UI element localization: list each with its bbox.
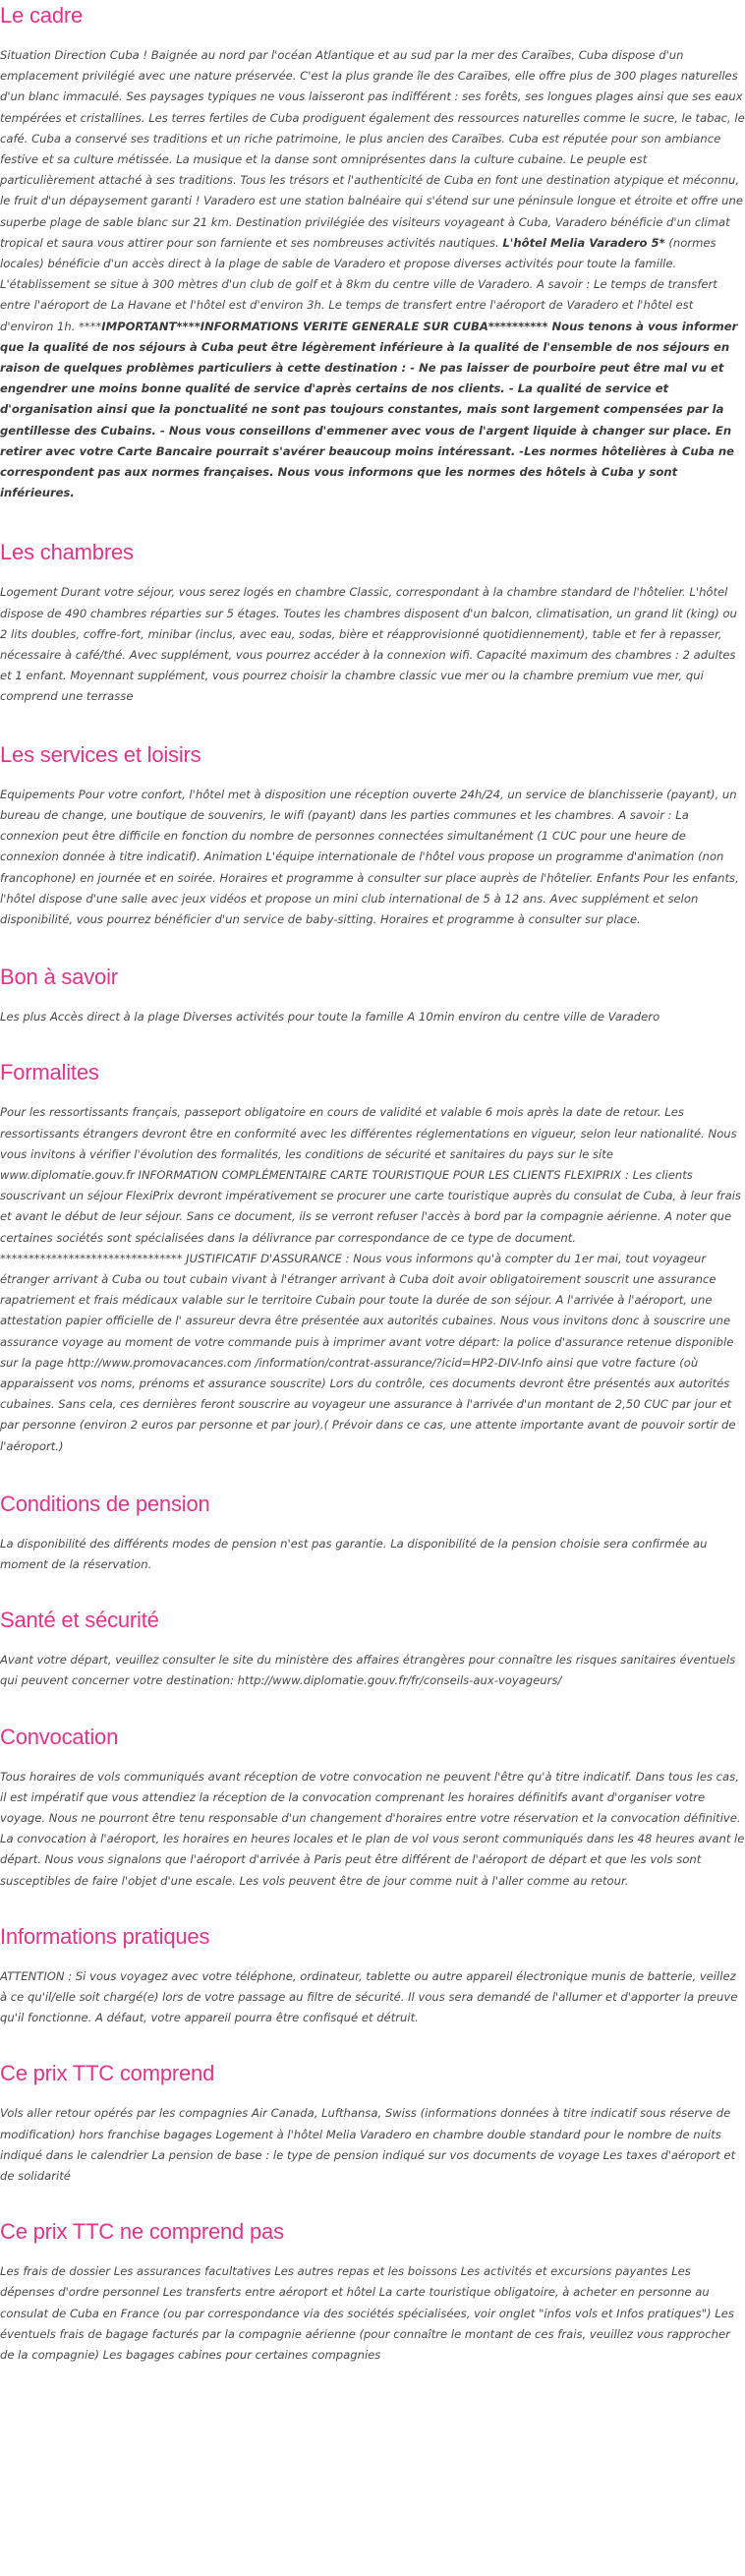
section-text-cadre xyxy=(0,45,745,503)
cadre-hotel-text: (normes locales) bénéficie d'un accès direct à la plage de sable de Varadero et propose diverses activités pour toute la famille. L'établissement se situe à 300 mètres d'un club de golf et à 8km du centre ville de Varadero. A savoir : Le temps de transfert entre l'aéroport de La Havane et l'hôtel est d'environ 3h. Le temps de transfert entre l'aéroport de Varadero et l'hôtel est d'environ 1h. **** xyxy=(0,235,717,333)
section-title-informations: Informations pratiques xyxy=(0,1923,210,1949)
section-conditions xyxy=(0,1491,745,1575)
section-text-conditions: La disponibilité des différents modes de pension n'est pas garantie. La disponibilité de la pension choisie sera confirmée au moment de la réservation. xyxy=(0,1536,708,1571)
section-convocation xyxy=(0,1724,745,1892)
section-text-formalites: Pour les ressortissants français, passeport obligatoire en cours de validité et valable 6 mois après la date de retour. Les ressortissants étrangers devront être en conformité avec les différentes réglementations en vigueur, selon leur nationalité. Nous vous invitons à vérifier l'évolution des formalités, les conditions de sécurité et sanitaires du pays sur le site www.diplomatie.gouv.fr INFORMATION COMPLÉMENTAIRE CARTE TOURISTIQUE POUR LES CLIENTS FLEXIPRIX : Les clients souscrivant un séjour FlexiPrix devront impérativement se procurer une carte touristique auprès du consulat de Cuba, à leur frais et avant le début de leur séjour. Sans ce document, ils se verront refuser l'accès à bord par la compagnie aérienne. A noter que certaines sociétés sont spécialisées dans la délivrance par correspondance de ce type de document. ******************************** JUSTIFICATIF D'ASSURANCE : Nous vous informons qu'à compter du 1er mai, tout voyageur étranger arrivant à Cuba ou tout cubain vivant à l'étranger arrivant à Cuba doit avoir obligatoirement souscrit une assurance rapatriement et frais médicaux valable sur le territoire Cubain pour toute la durée de son séjour. A l'arrivée à l'aéroport, une attestation papier officielle de l' assureur devra être présentée aux autorités cubaines. Nous vous invitons donc à souscrire une assurance voyage au moment de votre commande puis à imprimer avant votre départ: la police d'assurance retenue disponible sur la page http://www.promovacances.com /information/contrat-assurance/?icid=HP2-DIV-Info ainsi que votre facture (où apparaissent vos noms, prénoms et assurance souscrite) Lors du contrôle, ces documents devront être présentés aux autorités cubaines. Sans cela, ces dernières feront souscrire au voyageur une assurance à l'arrivée d'un montant de 2,50 CUC par jour et par personne (environ 2 euros par personne et par jour).( Prévoir dans ce cas, une attente importante avant de pouvoir sortir de l'aéroport.) xyxy=(0,1105,741,1453)
section-prix-ne-comprend xyxy=(0,2218,745,2366)
section-title-formalites: Formalites xyxy=(0,1060,99,1085)
section-bon-a-savoir xyxy=(0,964,745,1027)
section-title-services: Les services et loisirs xyxy=(0,741,201,767)
section-services xyxy=(0,741,745,930)
cadre-intro: Situation Direction Cuba ! Baignée au nord par l'océan Atlantique et au sud par la mer des Caraïbes, Cuba dispose d'un emplacement privilégié avec une nature préservée. C'est la plus grande île des Caraïbes, elle offre plus de 300 plages naturelles d'un blanc immaculé. Ses paysages typiques ne vous laisseront pas indifférent : ses forêts, ses longues plages ainsi que ses eaux tempérées et cristallines. Les terres fertiles de Cuba prodiguent également des ressources naturelles comme le sucre, le tabac, le café. Cuba a conservé ses traditions et un riche patrimoine, le plus ancien des Caraïbes. Cuba est réputée pour son ambiance festive et sa culture métissée. La musique et la danse sont omniprésentes dans la culture cubaine. Le peuple est particulièrement attaché à ses traditions. Tous les trésors et l'authenticité de Cuba en font une destination atypique et méconnu, le fruit d'un dépaysement garanti ! Varadero est une station balnéaire qui s'étend sur une péninsule longue et étroite et offre une superbe plage de sable blanc sur 21 km. Destination privilégiée des visiteurs voyageant à Cuba, Varadero bénéficie d'un climat tropical et saura vous attirer pour son farniente et ses nombreuses activités nautiques. xyxy=(0,48,745,250)
section-title-convocation: Convocation xyxy=(0,1724,119,1749)
section-title-cadre: Le cadre xyxy=(0,3,84,28)
cadre-important: IMPORTANT****INFORMATIONS VERITE GENERALE SUR CUBA********** Nous tenons à vous informer que la qualité de nos séjours à Cuba peut être légèrement inférieure à la qualité de l'ensemble de nos séjours en raison de quelques problèmes particuliers à cette destination : - Ne pas laisser de pourboire peut être mal vu et engendrer une moins bonne qualité de service d'après certains de nos clients. - La qualité de service et d'organisation ainsi que la ponctualité ne sont pas toujours constantes, mais sont largement compensées par la gentillesse des Cubains. - Nous vous conseillons d'emmener avec vous de l'argent liquide à changer sur place. En retirer avec votre Carte Bancaire pourrait s'avérer beaucoup moins intéressant. -Les normes hôtelières à Cuba ne correspondent pas aux normes françaises. Nous vous informons que les normes des hôtels à Cuba y sont inférieures. xyxy=(0,319,738,500)
section-text-bon-a-savoir: Les plus Accès direct à la plage Diverses activités pour toute la famille A 10min environ du centre ville de Varadero xyxy=(0,1010,660,1025)
section-cadre xyxy=(0,0,745,503)
section-formalites xyxy=(0,1059,745,1456)
section-title-prix-ne-comprend: Ce prix TTC ne comprend pas xyxy=(0,2219,284,2245)
section-text-prix-ne-comprend: Les frais de dossier Les assurances facultatives Les autres repas et les boissons Les activités et excursions payantes Les dépenses d'ordre personnel Les transferts entre aéroport et hôtel La carte touristique obligatoire, à acheter en personne au consulat de Cuba en France (ou par correspondance via des sociétés spécialisées, voir onglet "infos vols et Infos pratiques") Les éventuels frais de bagage facturés par la compagnie aérienne (pour connaître le montant de ces frais, veuillez vous rapprocher de la compagnie) Les bagages cabines pour certaines compagnies xyxy=(0,2264,734,2363)
section-sante xyxy=(0,1607,745,1691)
section-text-informations: ATTENTION : Si vous voyagez avec votre téléphone, ordinateur, tablette ou autre appareil électronique munis de batterie, veillez à ce qu'il/elle soit chargé(e) lors de votre passage au filtre de sécurité. Il vous sera demandé de l'allumer et d'apporter la preuve qu'il fonctionne. A défaut, votre appareil pourra être confisqué et détruit. xyxy=(0,1968,738,2025)
section-title-sante: Santé et sécurité xyxy=(0,1608,159,1633)
section-text-convocation: Tous horaires de vols communiqués avant réception de votre convocation ne peuvent l'être qu'à titre indicatif. Dans tous les cas, il est impératif que vous attendiez la réception de la convocation comprenant les horaires définitifs avant d'organiser votre voyage. Nous ne pourront être tenu responsable d'un changement d'horaires entre votre réservation et la convocation définitive. La convocation à l'aéroport, les horaires en heures locales et le plan de vol vous seront communiqués dans les 48 heures avant le départ. Nous vous signalons que l'aéroport d'arrivée à Paris peut être différent de l'aéroport de départ et que les vols sont susceptibles de faire l'objet d'une escale. Les vols peuvent être de jour comme nuit à l'aller comme au retour. xyxy=(0,1769,745,1888)
section-text-services: Equipements Pour votre confort, l'hôtel met à disposition une réception ouverte 24h/24, un service de blanchisserie (payant), un bureau de change, une boutique de souvenirs, le wifi (payant) dans les parties communes et les chambres. A savoir : La connexion peut être difficile en fonction du nombre de personnes connectées simultanément (1 CUC pour une heure de connexion donnée à titre indicatif). Animation L'équipe internationale de l'hôtel vous propose un programme d'animation (non francophone) en journée et en soirée. Horaires et programme à consulter sur place auprès de l'hôtelier. Enfants Pour les enfants, l'hôtel dispose d'une salle avec jeux vidéos et propose un mini club international de 5 à 12 ans. Avec supplément et selon disponibilité, vous pourrez bénéficier d'un service de baby-sitting. Horaires et programme à consulter sur place. xyxy=(0,787,739,926)
section-text-chambres: Logement Durant votre séjour, vous serez logés en chambre Classic, correspondant à la chambre standard de l'hôtelier. L'hôtel dispose de 490 chambres réparties sur 5 étages. Toutes les chambres disposent d'un balcon, climatisation, un grand lit (king) ou 2 lits doubles, coffre-fort, minibar (inclus, avec eau, sodas, bière et réapprovisionné quotidiennement), table et fer à repasser, nécessaire à café/thé. Avec supplément, vous pourrez accéder à la connexion wifi. Capacité maximum des chambres : 2 adultes et 1 enfant. Moyennant supplément, vous pourrez choisir la chambre classic vue mer ou la chambre premium vue mer, qui comprend une terrasse xyxy=(0,585,737,704)
section-title-bon-a-savoir: Bon à savoir xyxy=(0,965,118,990)
section-title-chambres: Les chambres xyxy=(0,540,134,565)
section-title-conditions: Conditions de pension xyxy=(0,1491,210,1516)
section-title-prix-comprend: Ce prix TTC comprend xyxy=(0,2061,215,2086)
section-informations xyxy=(0,1923,745,2029)
cadre-hotel-name: L'hôtel Melia Varadero 5* xyxy=(502,235,665,250)
section-text-prix-comprend: Vols aller retour opérés par les compagnies Air Canada, Lufthansa, Swiss (informations données à titre indicatif sous réserve de modification) hors franchise bagages Logement à l'hôtel Melia Varadero en chambre double standard pour le nombre de nuits indiqué dans le calendrier La pension de base : le type de pension indiqué sur vos documents de voyage Les taxes d'aéroport et de solidarité xyxy=(0,2106,736,2184)
section-prix-comprend xyxy=(0,2060,745,2187)
section-text-sante: Avant votre départ, veuillez consulter le site du ministère des affaires étrangères pour connaître les risques sanitaires éventuels qui peuvent concerner votre destination: http://www.diplomatie.gouv.fr/fr/conseils-aux-voyageurs/ xyxy=(0,1653,736,1688)
section-chambres xyxy=(0,539,745,707)
